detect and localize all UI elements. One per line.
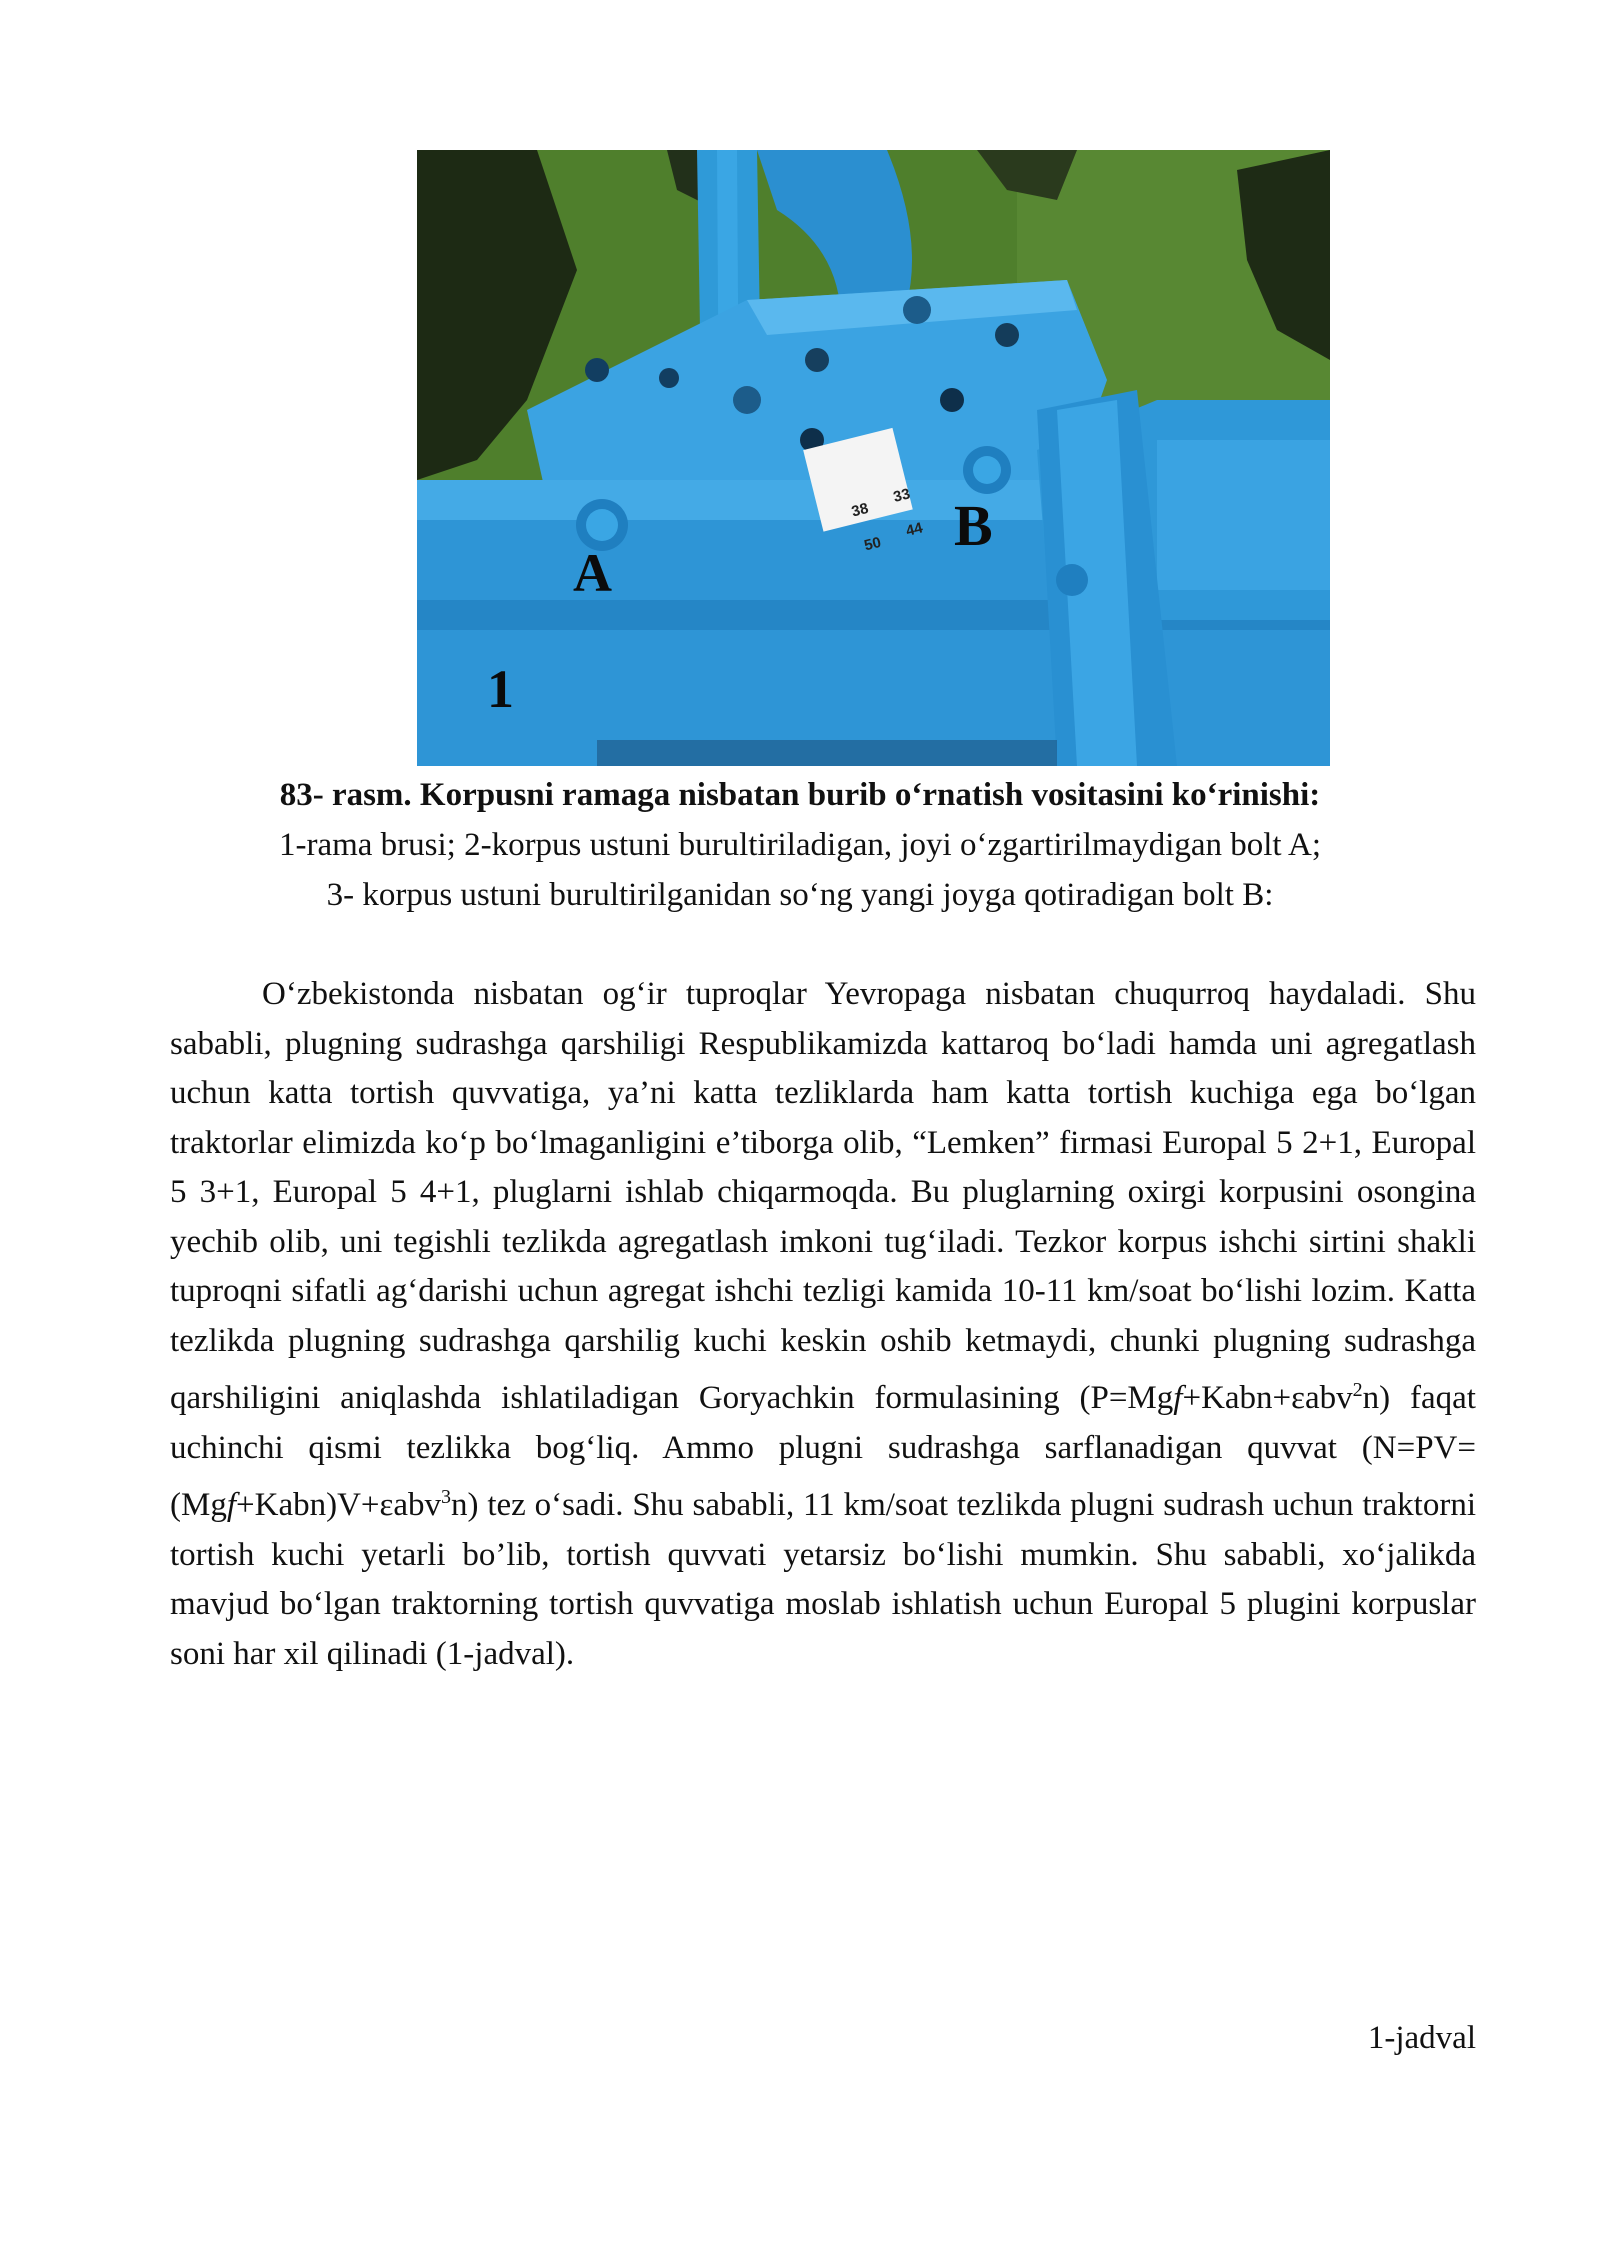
formula-f-2: f xyxy=(226,1487,237,1523)
plow-frame-photo xyxy=(417,150,1330,766)
paragraph-part-2: +Kabn+εabv xyxy=(1182,1380,1353,1416)
sticker-number: 38 xyxy=(849,499,871,521)
formula-f-1: f xyxy=(1173,1380,1183,1416)
table-label: 1-jadval xyxy=(1367,2020,1476,2056)
superscript-3: 3 xyxy=(441,1486,452,1508)
caption-line-1: 1-rama brusi; 2-korpus ustuni burultiriladigan, joyi o‘zgartirilmaydigan bolt A; xyxy=(278,827,1322,863)
sticker-number: 44 xyxy=(904,519,925,540)
sticker-number: 33 xyxy=(891,485,912,506)
superscript-2: 2 xyxy=(1352,1379,1363,1401)
body-paragraph xyxy=(170,970,1476,1679)
caption-title: 83- rasm. Korpusni ramaga nisbatan burib o‘rnatish vositasini ko‘rinishi: xyxy=(279,777,1321,813)
caption-line-2: 3- korpus ustuni burultirilganidan so‘ng yangi joyga qotiradigan bolt B: xyxy=(326,877,1274,913)
label-1: 1 xyxy=(487,659,514,719)
paragraph-part-5: n) tez o‘sadi. Shu sababli, 11 km/soat tezlikda plugni sudrash uchun traktorni tortish kuchi yetarli bo’lib, tortish quvvati yetarsiz bo‘lishi mumkin. Shu sababli, xo‘jalikda mavjud bo‘lgan traktorning tortish quvvatiga moslab ishlatish uchun Europal 5 plugini korpuslar soni har xil qilinadi (1-jadval). xyxy=(170,1487,1476,1672)
label-b: B xyxy=(954,493,993,558)
paragraph-part-1: O‘zbekistonda nisbatan og‘ir tuproqlar Yevropaga nisbatan chuqurroq haydaladi. Shu sababli, plugning sudrashga qarshiligi Respublikamizda kattaroq bo‘ladi hamda uni agregatlash uchun katta tortish quvvatiga, ya’ni katta tezliklarda ham katta tortish kuchiga ega bo‘lgan traktorlar elimizda ko‘p bo‘lmaganligini e’tiborga olib, “Lemken” firmasi Europal 5 2+1, Europal 5 3+1, Europal 5 4+1, pluglarni ishlab chiqarmoqda. Bu pluglarning oxirgi korpusini osongina yechib olib, uni tegishli tezlikda agregatlash imkoni tug‘iladi. Tezkor korpus ishchi sirtini shakli tuproqni sifatli ag‘darishi uchun agregat ishchi tezligi kamida 10-11 km/soat bo‘lishi lozim. Katta tezlikda plugning sudrashga qarshilig kuchi keskin oshib ketmaydi, chunki plugning sudrashga qarshiligini aniqlashda ishlatiladigan Goryachkin formulasining (P=Mg xyxy=(170,976,1476,1416)
plow-photo-drawing xyxy=(417,150,1330,766)
paragraph-part-4: +Kabn)V+εabv xyxy=(236,1487,442,1523)
paragraph-part-3: n) faqat uchinchi qismi tezlikka bog‘liq. Ammo plugni sudrashga sarflanadigan quvvat (N=PV=(Mg xyxy=(170,1380,1476,1523)
label-a: A xyxy=(573,543,612,603)
figure-caption xyxy=(150,770,1450,920)
sticker-number: 50 xyxy=(862,533,883,555)
